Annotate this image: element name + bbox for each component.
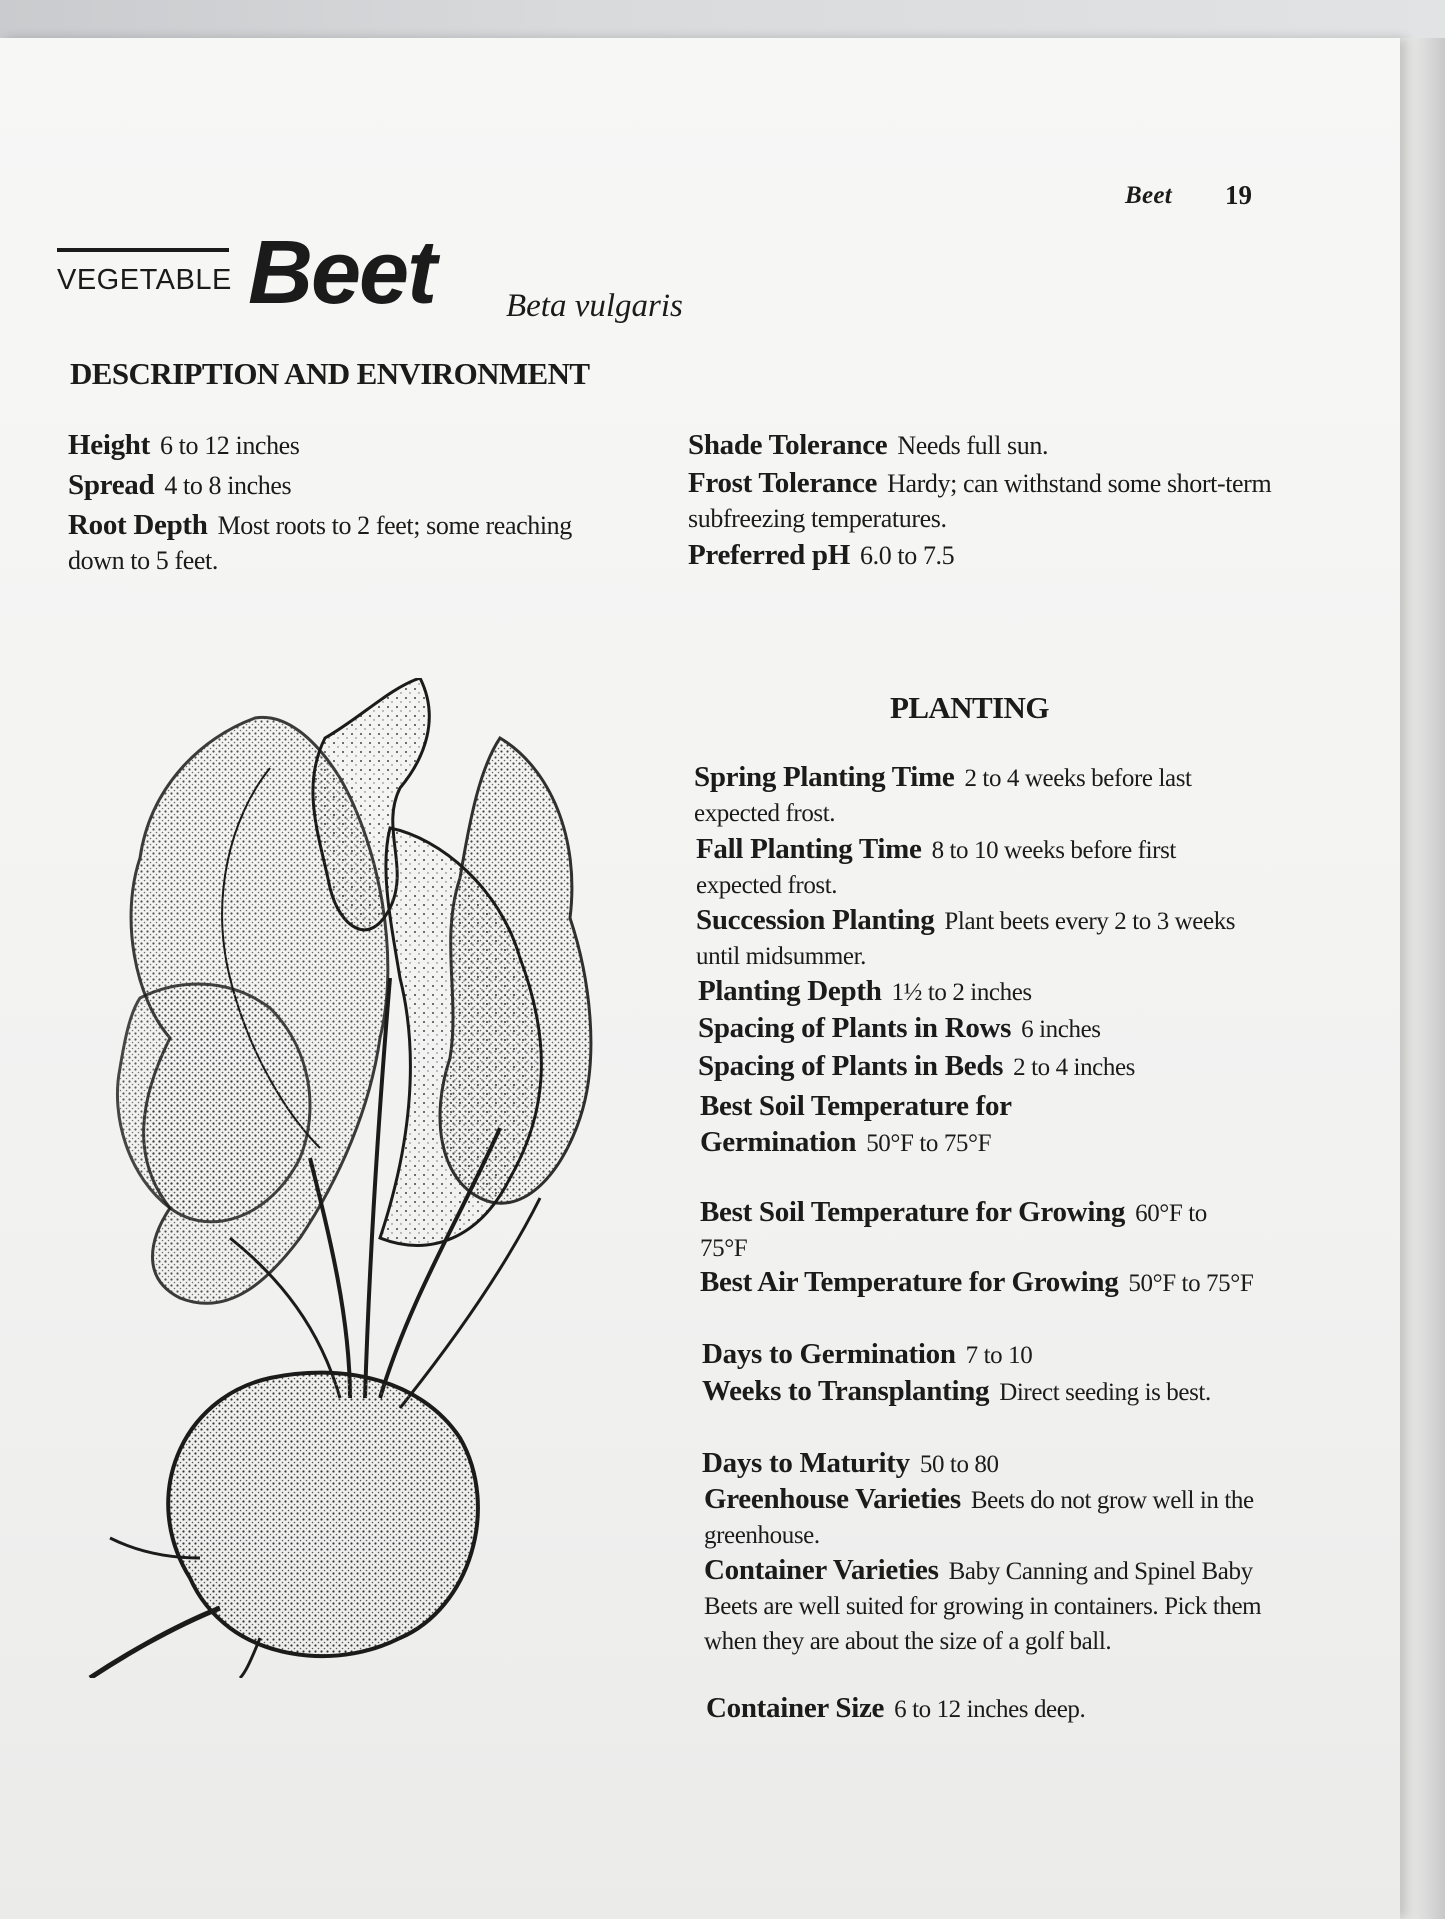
term-label: Container Size <box>706 1692 885 1724</box>
term-value: Beets do not grow well in the greenhouse. <box>704 1487 1254 1549</box>
desc-shade-tolerance <box>688 428 1278 463</box>
term-label: Succession Planting <box>696 904 935 936</box>
term-label: Preferred pH <box>688 539 851 571</box>
term-value: Most roots to 2 feet; some reaching down to 5 feet. <box>68 511 572 575</box>
desc-root-depth <box>68 508 588 578</box>
planting-days-germination <box>702 1337 1262 1373</box>
planting-soil-temp-growing <box>700 1195 1260 1266</box>
term-label: Root Depth <box>68 509 208 541</box>
desc-height <box>68 428 588 463</box>
planting-spacing-beds <box>698 1049 1258 1085</box>
term-value: 7 to 10 <box>965 1342 1033 1369</box>
beet-illustration-icon <box>80 678 680 1678</box>
description-heading: DESCRIPTION AND ENVIRONMENT <box>70 356 590 391</box>
term-label: Spacing of Plants in Beds <box>698 1050 1004 1082</box>
planting-fall-time <box>696 832 1256 903</box>
term-value: Direct seeding is best. <box>999 1379 1211 1406</box>
category-rule <box>57 248 229 252</box>
term-label: Container Varieties <box>704 1554 939 1586</box>
category-label: VEGETABLE <box>57 264 232 296</box>
desc-preferred-ph <box>688 538 1278 573</box>
term-value: 6 to 12 inches deep. <box>894 1696 1086 1723</box>
term-value: 50°F to 75°F <box>1128 1270 1254 1297</box>
term-label: Best Soil Temperature for Germination <box>700 1090 1012 1158</box>
term-value: 2 to 4 inches <box>1013 1054 1136 1081</box>
term-value: 8 to 10 weeks before first expected frost. <box>696 837 1176 899</box>
term-value: 6 inches <box>1021 1016 1101 1043</box>
desc-spread <box>68 468 588 503</box>
term-value: Plant beets every 2 to 3 weeks until midsummer. <box>696 908 1236 970</box>
book-page <box>0 38 1400 1919</box>
term-label: Fall Planting Time <box>696 833 922 865</box>
term-label: Days to Germination <box>702 1338 956 1370</box>
planting-air-temp-growing <box>700 1265 1260 1301</box>
running-head: Beet <box>1125 182 1173 209</box>
latin-name: Beta vulgaris <box>506 288 683 324</box>
planting-container-size <box>706 1691 1266 1727</box>
term-value: 2 to 4 weeks before last expected frost. <box>694 765 1192 827</box>
term-value: 6 to 12 inches <box>159 431 300 460</box>
planting-greenhouse-varieties <box>704 1482 1264 1553</box>
planting-spacing-rows <box>698 1011 1258 1047</box>
term-label: Days to Maturity <box>702 1447 910 1479</box>
planting-heading: PLANTING <box>890 690 1049 725</box>
plant-title: Beet <box>248 223 436 323</box>
term-label: Frost Tolerance <box>688 467 878 499</box>
planting-succession <box>696 903 1256 974</box>
page-number: 19 <box>1225 180 1252 210</box>
term-label: Spacing of Plants in Rows <box>698 1012 1012 1044</box>
term-label: Greenhouse Varieties <box>704 1483 961 1515</box>
term-value: Baby Canning and Spinel Baby Beets are well suited for growing in containers. Pick them when they are about the size of a golf ball. <box>704 1558 1262 1655</box>
term-label: Spread <box>68 469 155 501</box>
term-label: Best Soil Temperature for Growing <box>700 1196 1126 1228</box>
term-label: Height <box>68 429 150 461</box>
term-value: Hardy; can withstand some short-term subfreezing temperatures. <box>688 469 1272 533</box>
planting-soil-temp-germination <box>700 1089 1080 1161</box>
term-value: 50 to 80 <box>919 1451 999 1478</box>
term-label: Shade Tolerance <box>688 429 888 461</box>
term-value: 1½ to 2 inches <box>891 979 1032 1006</box>
planting-spring-time <box>694 760 1254 831</box>
term-value: 50°F to 75°F <box>866 1130 992 1157</box>
planting-weeks-transplanting <box>702 1374 1262 1410</box>
desc-frost-tolerance <box>688 466 1278 536</box>
term-value: Needs full sun. <box>897 431 1049 460</box>
term-label: Spring Planting Time <box>694 761 955 793</box>
page-edge <box>1395 38 1445 1919</box>
term-label: Best Air Temperature for Growing <box>700 1266 1119 1298</box>
term-value: 4 to 8 inches <box>164 471 292 500</box>
planting-days-maturity <box>702 1446 1262 1482</box>
term-label: Planting Depth <box>698 975 882 1007</box>
term-value: 6.0 to 7.5 <box>860 541 955 570</box>
planting-container-varieties <box>704 1553 1264 1659</box>
planting-depth <box>698 974 1258 1010</box>
term-label: Weeks to Transplanting <box>702 1375 990 1407</box>
term-value: 60°F to 75°F <box>700 1200 1207 1262</box>
